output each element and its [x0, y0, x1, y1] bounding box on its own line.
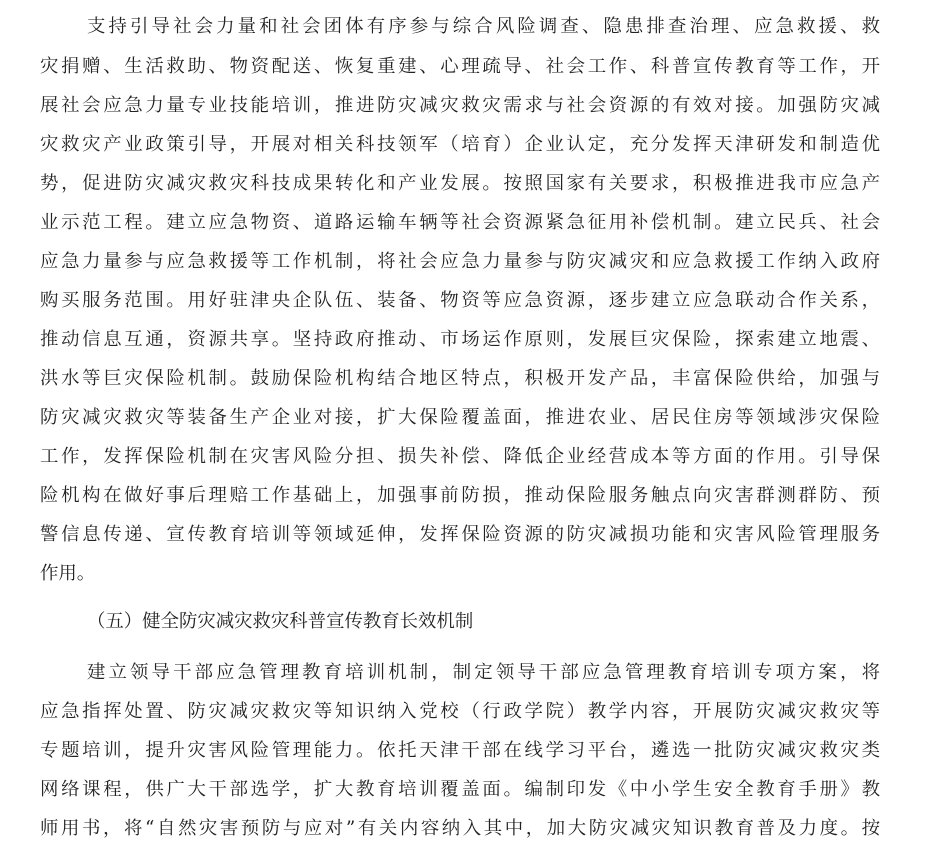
text-line: 网络课程，供广大干部选学，扩大教育培训覆盖面。编制印发《中小学生安全教育手册》教 — [40, 779, 880, 800]
text-line: 展社会应急力量专业技能培训，推进防灾减灾救灾需求与社会资源的有效对接。加强防灾减 — [40, 95, 880, 116]
text-line: 工作，发挥保险机制在灾害风险分担、损失补偿、降低企业经营成本等方面的作用。引导保 — [40, 446, 880, 467]
text-line: 作用。 — [40, 563, 96, 584]
text-line: 险机构在做好事后理赔工作基础上，加强事前防损，推动保险服务触点向灾害群测群防、预 — [40, 485, 880, 506]
text-line: 防灾减灾救灾等装备生产企业对接，扩大保险覆盖面，推进农业、居民住房等领域涉灾保险 — [40, 407, 880, 428]
text-line: 建立领导干部应急管理教育培训机制，制定领导干部应急管理教育培训专项方案，将 — [87, 662, 880, 683]
text-line: 灾救灾产业政策引导，开展对相关科技领军（培育）企业认定，充分发挥天津研发和制造优 — [40, 134, 880, 155]
text-line: 购买服务范围。用好驻津央企队伍、装备、物资等应急资源，逐步建立应急联动合作关系， — [40, 290, 880, 311]
section-heading: （五）健全防灾减灾救灾科普宣传教育长效机制 — [87, 611, 474, 632]
text-line: 应急力量参与应急救援等工作机制，将社会应急力量参与防灾减灾和应急救援工作纳入政府 — [40, 251, 880, 272]
text-line: 应急指挥处置、防灾减灾救灾等知识纳入党校（行政学院）教学内容，开展防灾减灾救灾等 — [40, 701, 880, 722]
text-line: 警信息传递、宣传教育培训等领域延伸，发挥保险资源的防灾减损功能和灾害风险管理服务 — [40, 524, 880, 545]
text-line: 推动信息互通，资源共享。坚持政府推动、市场运作原则，发展巨灾保险，探索建立地震、 — [40, 329, 880, 350]
text-line: 支持引导社会力量和社会团体有序参与综合风险调查、隐患排查治理、应急救援、救 — [87, 16, 880, 37]
text-line: 洪水等巨灾保险机制。鼓励保险机构结合地区特点，积极开发产品，丰富保险供给，加强与 — [40, 368, 880, 389]
text-line: 业示范工程。建立应急物资、道路运输车辆等社会资源紧急征用补偿机制。建立民兵、社会 — [40, 212, 880, 233]
text-line: 势，促进防灾减灾救灾科技成果转化和产业发展。按照国家有关要求，积极推进我市应急产 — [40, 173, 880, 194]
text-line: 专题培训，提升灾害风险管理能力。依托天津干部在线学习平台，遴选一批防灾减灾救灾类 — [40, 740, 880, 761]
text-line: 灾捐赠、生活救助、物资配送、恢复重建、心理疏导、社会工作、科普宣传教育等工作，开 — [40, 56, 880, 77]
text-line: 师用书，将“自然灾害预防与应对”有关内容纳入其中，加大防灾减灾知识教育普及力度。按 — [40, 818, 880, 839]
